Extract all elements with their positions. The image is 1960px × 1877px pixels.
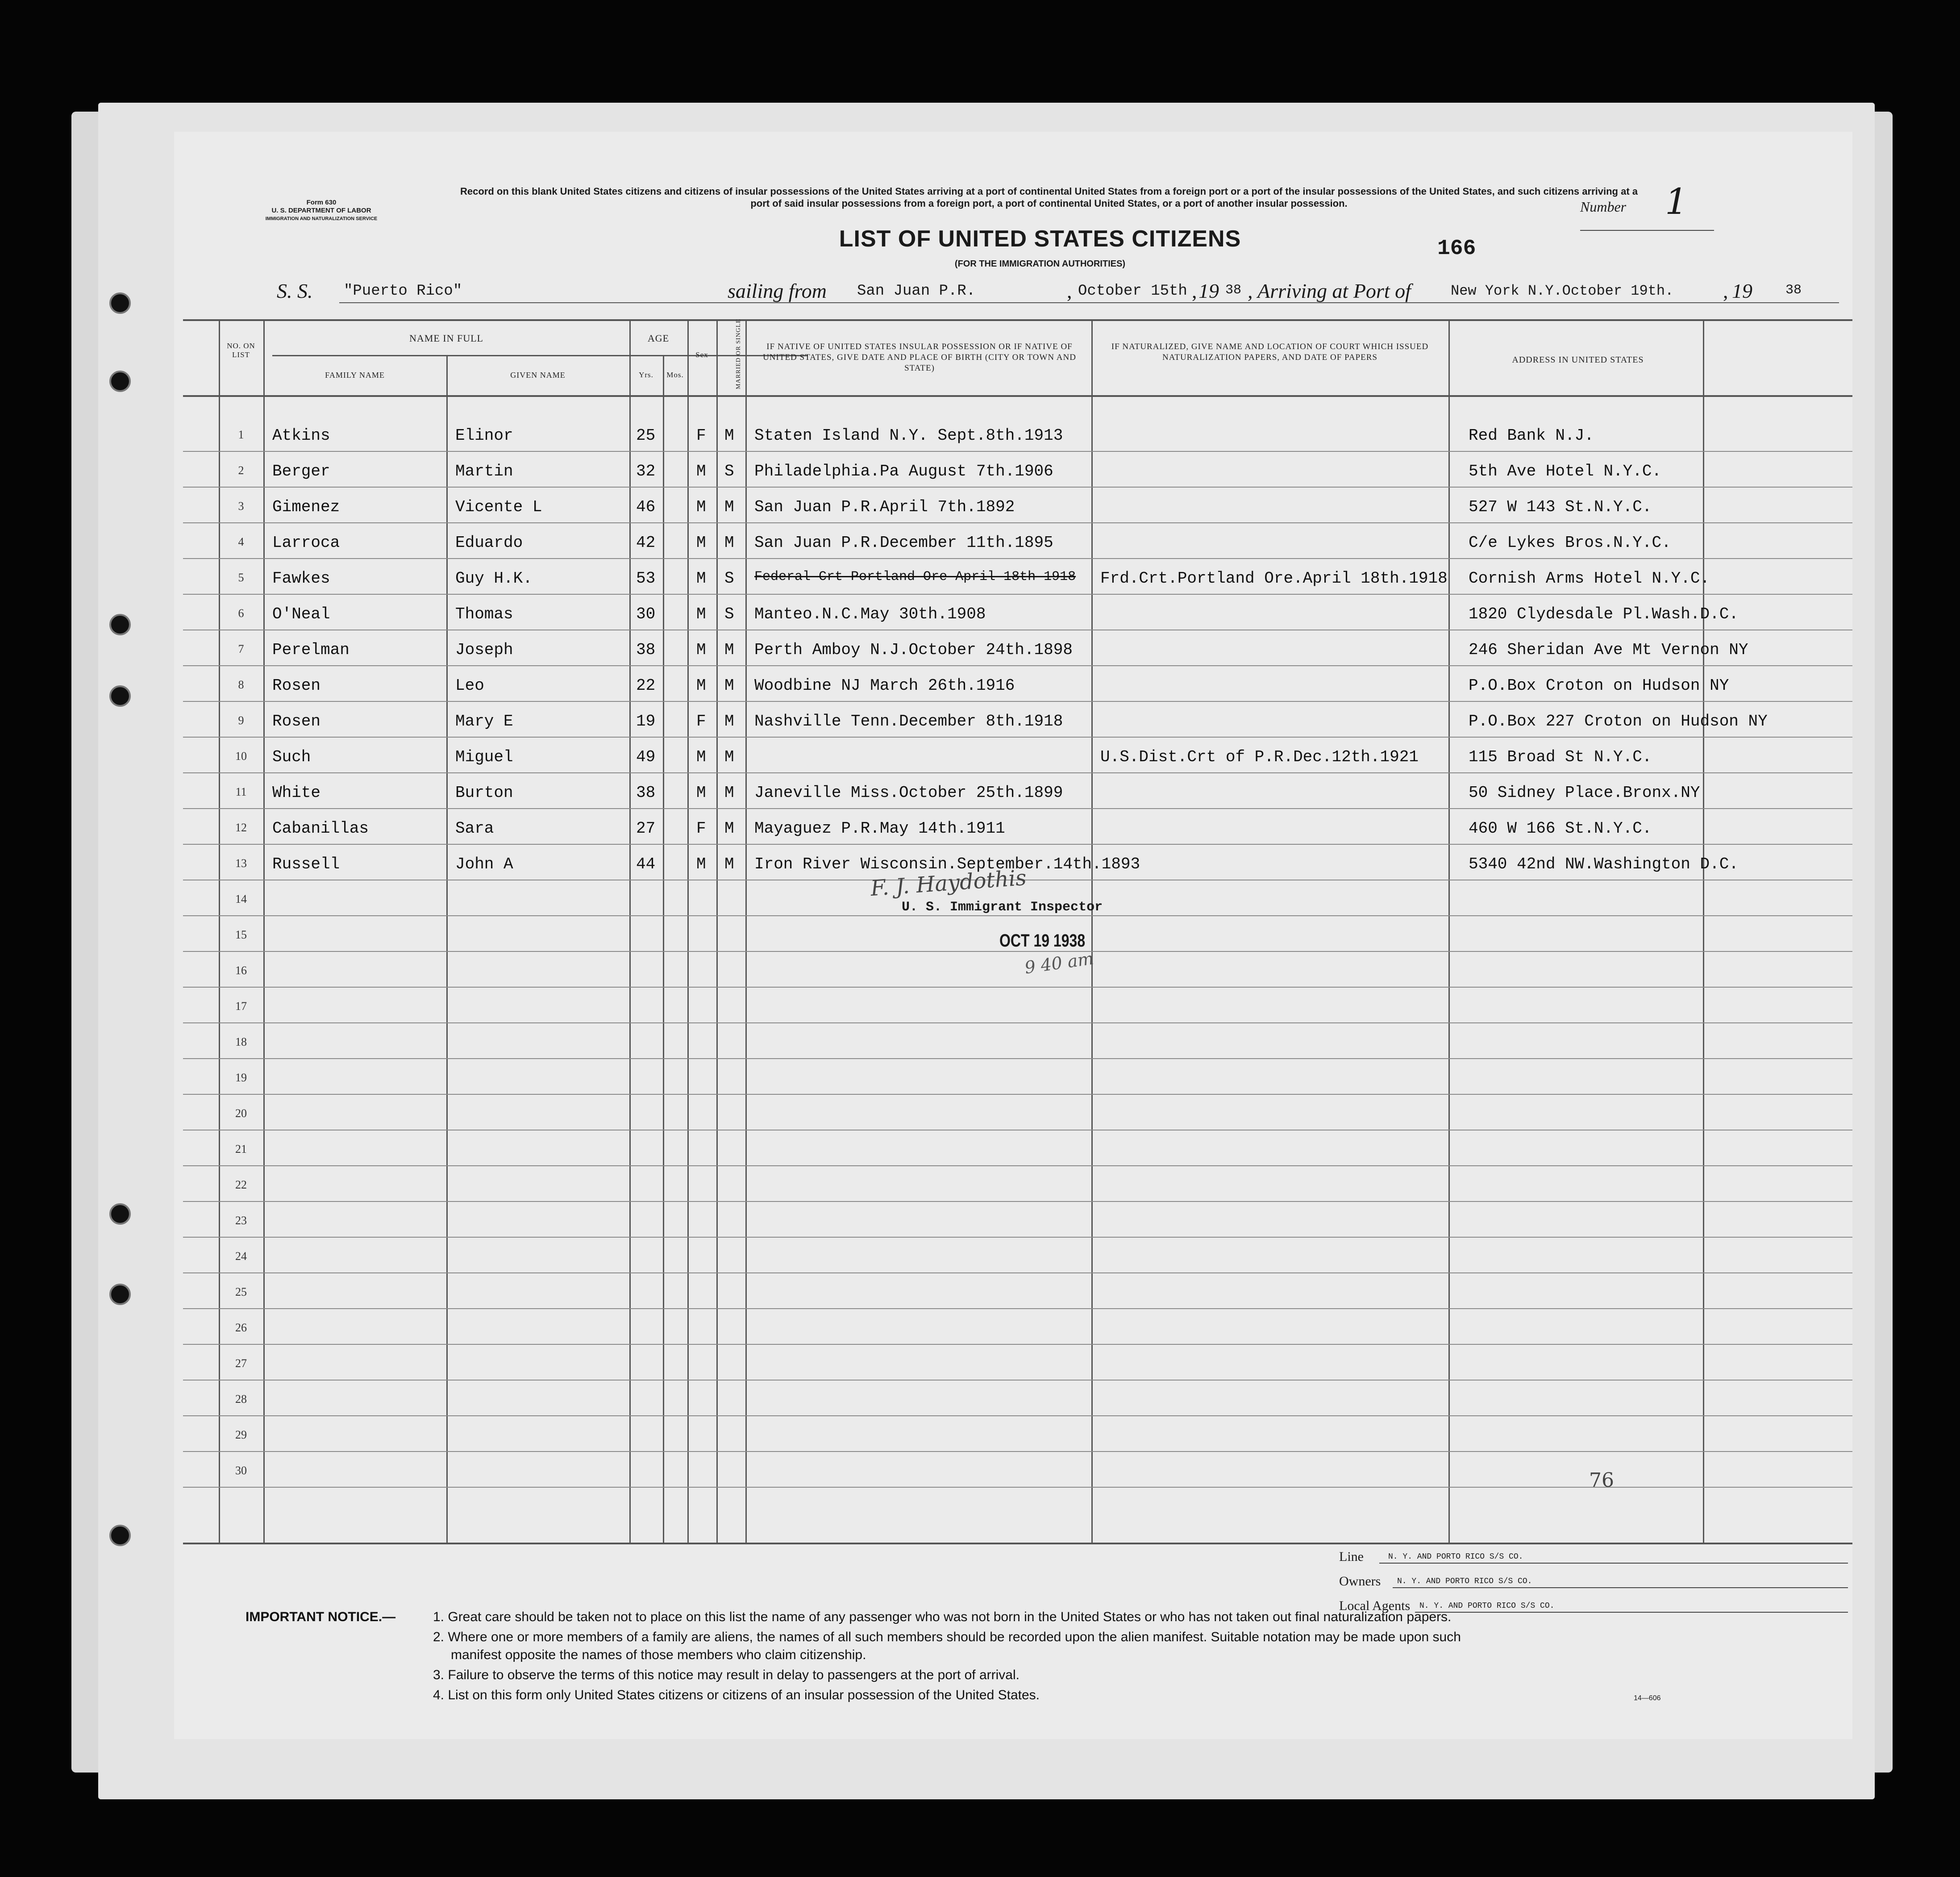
birth-cell: Janeville Miss.October 25th.1899 [754, 784, 1063, 802]
col-family-name: FAMILY NAME [325, 371, 385, 380]
address-cell: 460 W 166 St.N.Y.C. [1469, 819, 1652, 838]
given-name-cell: Martin [455, 462, 513, 480]
row-number: 9 [238, 714, 244, 727]
address-cell: 115 Broad St N.Y.C. [1469, 748, 1652, 766]
marital-cell: M [724, 426, 734, 445]
row-number: 25 [235, 1285, 247, 1298]
birth-cell: Philadelphia.Pa August 7th.1906 [754, 462, 1053, 480]
notice-heading: IMPORTANT NOTICE.— [246, 1610, 396, 1624]
sex-cell: M [696, 569, 706, 588]
sex-cell: F [696, 819, 706, 838]
row-number: 12 [235, 821, 247, 834]
punch-hole [109, 614, 131, 635]
row-number: 22 [235, 1178, 247, 1191]
row-number: 27 [235, 1357, 247, 1370]
number-label: Number [1580, 199, 1627, 215]
col-naturalized: IF NATURALIZED, GIVE NAME AND LOCATION OF COURT WHICH ISSUED NATURALIZATION PAPERS, AND DATE OF PAPERS [1111, 342, 1429, 362]
row-number: 17 [235, 1000, 247, 1013]
address-cell: C/e Lykes Bros.N.Y.C. [1469, 534, 1671, 552]
inspector-signature: F. J. Haydothis [870, 865, 1028, 901]
given-name-cell: Sara [455, 819, 494, 838]
birth-cell: San Juan P.R.April 7th.1892 [754, 498, 1015, 516]
row-number: 6 [238, 607, 244, 620]
notice-3: 3. Failure to observe the terms of this notice may result in delay to passengers at the port of arrival. [433, 1668, 1020, 1682]
age-cell: 22 [636, 676, 656, 695]
marital-cell: M [724, 819, 734, 838]
family-name-cell: Such [272, 748, 311, 766]
address-cell: 5th Ave Hotel N.Y.C. [1469, 462, 1662, 480]
row-number: 19 [235, 1071, 247, 1084]
address-cell: Cornish Arms Hotel N.Y.C. [1469, 569, 1710, 588]
col-given-name: GIVEN NAME [510, 371, 566, 380]
arrival-year: 38 [1785, 283, 1802, 298]
given-name-cell: Leo [455, 676, 484, 695]
punch-hole [109, 292, 131, 314]
sex-cell: M [696, 641, 706, 659]
sex-cell: F [696, 426, 706, 445]
sailing-label: sailing from [728, 279, 827, 302]
family-name-cell: Berger [272, 462, 330, 480]
family-name-cell: Perelman [272, 641, 350, 659]
birth-cell: Perth Amboy N.J.October 24th.1898 [754, 641, 1073, 659]
notice-1: 1. Great care should be taken not to place on this list the name of any passenger who was not born in the United States or who has not taken out final naturalization papers. [433, 1610, 1452, 1624]
age-cell: 25 [636, 426, 656, 445]
row-number: 26 [235, 1321, 247, 1334]
marital-cell: M [724, 534, 734, 552]
row-number: 23 [235, 1214, 247, 1227]
naturalization-cell: U.S.Dist.Crt of P.R.Dec.12th.1921 [1100, 748, 1419, 766]
given-name-cell: Vicente L [455, 498, 542, 516]
age-cell: 38 [636, 641, 656, 659]
manifest-page [174, 132, 1852, 1739]
sex-cell: M [696, 676, 706, 695]
marital-cell: M [724, 676, 734, 695]
row-number: 2 [238, 464, 244, 477]
age-cell: 53 [636, 569, 656, 588]
marital-cell: M [724, 855, 734, 873]
form-subtitle: (FOR THE IMMIGRATION AUTHORITIES) [954, 259, 1126, 269]
given-name-cell: Eduardo [455, 534, 523, 552]
row-number: 24 [235, 1250, 247, 1263]
family-name-cell: Cabanillas [272, 819, 369, 838]
marital-cell: S [724, 605, 734, 623]
marital-cell: M [724, 784, 734, 802]
family-name-cell: Rosen [272, 676, 321, 695]
birth-cell: Nashville Tenn.December 8th.1918 [754, 712, 1063, 730]
family-name-cell: Fawkes [272, 569, 330, 588]
from-port: San Juan P.R. [857, 283, 976, 300]
arriving-label: , Arriving at Port of [1248, 279, 1411, 302]
given-name-cell: Thomas [455, 605, 513, 623]
year-prefix-2: 19 [1732, 279, 1752, 302]
given-name-cell: Guy H.K. [455, 569, 533, 588]
voyage-line: S. S. "Puerto Rico" sailing from San Juan P.R. , October 15th , 19 38 , Arriving at Port of New York N.Y.October 19th. , 19 38 [277, 279, 1839, 306]
address-cell: 1820 Clydesdale Pl.Wash.D.C. [1469, 605, 1739, 623]
col-age: AGE [647, 333, 670, 344]
age-cell: 38 [636, 784, 656, 802]
sail-year: 38 [1225, 283, 1242, 298]
col-mos: Mos. [666, 371, 684, 379]
birth-cell: Iron River Wisconsin.September.14th.1893 [754, 855, 1140, 873]
punch-hole [109, 1525, 131, 1546]
family-name-cell: Larroca [272, 534, 340, 552]
row-number: 3 [238, 500, 244, 513]
notice-4: 4. List on this form only United States citizens or citizens of an insular possession of the United States. [433, 1688, 1040, 1702]
agents-value: N. Y. AND PORTO RICO S/S CO. [1419, 1602, 1555, 1610]
number-value: 1 [1665, 181, 1688, 222]
col-no-on-list: NO. ON LIST [227, 342, 255, 359]
age-cell: 32 [636, 462, 656, 480]
punch-hole [109, 1203, 131, 1225]
address-cell: 5340 42nd NW.Washington D.C. [1469, 855, 1739, 873]
address-cell: 246 Sheridan Ave Mt Vernon NY [1469, 641, 1748, 659]
given-name-cell: Mary E [455, 712, 513, 730]
birth-cell: Mayaguez P.R.May 14th.1911 [754, 819, 1005, 838]
notice-2a: 2. Where one or more members of a family are aliens, the names of all such members should be recorded upon the alien manifest. Suitable notation may be made upon such [433, 1630, 1461, 1644]
family-name-cell: Rosen [272, 712, 321, 730]
age-cell: 49 [636, 748, 656, 766]
birth-cell: San Juan P.R.December 11th.1895 [754, 534, 1053, 552]
age-cell: 30 [636, 605, 656, 623]
line-value: N. Y. AND PORTO RICO S/S CO. [1388, 1552, 1523, 1561]
address-cell: Red Bank N.J. [1469, 426, 1594, 445]
row-number: 18 [235, 1035, 247, 1048]
sex-cell: M [696, 748, 706, 766]
age-cell: 19 [636, 712, 656, 730]
address-cell: 527 W 143 St.N.Y.C. [1469, 498, 1652, 516]
ship-name: "Puerto Rico" [344, 283, 462, 300]
family-name-cell: Atkins [272, 426, 330, 445]
given-name-cell: John A [455, 855, 513, 873]
naturalization-cell: Frd.Crt.Portland Ore.April 18th.1918 [1100, 569, 1448, 588]
row-number: 11 [235, 785, 247, 798]
time-note: 9 40 am [1023, 948, 1095, 978]
given-name-cell: Elinor [455, 426, 513, 445]
given-name-cell: Joseph [455, 641, 513, 659]
arrival-port-date: New York N.Y.October 19th. [1451, 283, 1674, 299]
row-number: 1 [238, 428, 244, 441]
punch-hole [109, 1284, 131, 1305]
birth-cell: Federal Crt Portland Ore April 18th 1918 [754, 569, 1076, 584]
family-name-cell: White [272, 784, 321, 802]
row-number: 20 [235, 1107, 247, 1120]
address-cell: P.O.Box Croton on Hudson NY [1469, 676, 1729, 695]
age-cell: 44 [636, 855, 656, 873]
family-name-cell: Russell [272, 855, 340, 873]
form-title: LIST OF UNITED STATES CITIZENS [839, 226, 1241, 252]
row-number: 7 [238, 642, 244, 655]
owners-value: N. Y. AND PORTO RICO S/S CO. [1397, 1577, 1532, 1586]
row-number: 10 [235, 750, 247, 763]
ss-label: S. S. [277, 279, 313, 302]
given-name-cell: Burton [455, 784, 513, 802]
page-total: 76 [1589, 1469, 1614, 1492]
row-number: 15 [235, 928, 247, 941]
row-number: 30 [235, 1464, 247, 1477]
owners-label: Owners [1339, 1574, 1381, 1589]
marital-cell: M [724, 748, 734, 766]
row-number: 13 [235, 857, 247, 870]
col-birth: IF NATIVE OF UNITED STATES INSULAR POSSESSION OR IF NATIVE OF UNITED STATES, GIVE DATE AND PLACE OF BIRTH (CITY OR TOWN AND STATE) [763, 342, 1076, 373]
row-number: 28 [235, 1393, 247, 1406]
address-cell: P.O.Box 227 Croton on Hudson NY [1469, 712, 1768, 730]
row-number: 14 [235, 893, 247, 905]
col-married-single: MARRIED OR SINGLE [735, 319, 742, 389]
marital-cell: M [724, 498, 734, 516]
row-number: 4 [238, 535, 244, 548]
row-number: 21 [235, 1143, 247, 1155]
col-sex: Sex [695, 350, 708, 359]
birth-cell: Staten Island N.Y. Sept.8th.1913 [754, 426, 1063, 445]
sex-cell: F [696, 712, 706, 730]
form-instructions: Record on this blank United States citizens and citizens of insular possessions of the United States arriving at a port of continental United States from a foreign port or a port of the insular possessions of the United States, and such citizens arriving at a port of said insular possessions from a foreign port, a port of continental United States, or a port of another insular possession. [460, 186, 1638, 209]
col-name-in-full: NAME IN FULL [409, 333, 483, 344]
punch-hole [109, 685, 131, 707]
form-number: Form 630 U. S. DEPARTMENT OF LABOR IMMIGRATION AND NATURALIZATION SERVICE [265, 199, 378, 221]
age-cell: 46 [636, 498, 656, 516]
sex-cell: M [696, 605, 706, 623]
row-number: 16 [235, 964, 247, 977]
form-code: 14—606 [1634, 1694, 1661, 1702]
date-stamp: OCT 19 1938 [999, 931, 1086, 951]
marital-cell: M [724, 641, 734, 659]
birth-cell: Woodbine NJ March 26th.1916 [754, 676, 1015, 695]
row-number: 8 [238, 678, 244, 691]
marital-cell: S [724, 569, 734, 588]
age-cell: 27 [636, 819, 656, 838]
address-cell: 50 Sidney Place.Bronx.NY [1469, 784, 1700, 802]
row-number: 29 [235, 1428, 247, 1441]
marital-cell: M [724, 712, 734, 730]
line-label: Line [1339, 1549, 1364, 1564]
birth-cell: Manteo.N.C.May 30th.1908 [754, 605, 986, 623]
sail-date: October 15th [1078, 283, 1187, 300]
sex-cell: M [696, 855, 706, 873]
notice-2b: manifest opposite the names of those members who claim citizenship. [451, 1648, 866, 1662]
family-name-cell: O'Neal [272, 605, 330, 623]
marital-cell: S [724, 462, 734, 480]
row-number: 5 [238, 571, 244, 584]
sex-cell: M [696, 462, 706, 480]
col-yrs: Yrs. [639, 371, 653, 379]
family-name-cell: Gimenez [272, 498, 340, 516]
given-name-cell: Miguel [455, 748, 513, 766]
punch-hole [109, 371, 131, 392]
sex-cell: M [696, 534, 706, 552]
sex-cell: M [696, 784, 706, 802]
page-stamp: 166 [1437, 237, 1476, 261]
age-cell: 42 [636, 534, 656, 552]
col-address: ADDRESS IN UNITED STATES [1512, 355, 1644, 365]
agents-label: Local Agents [1339, 1598, 1411, 1613]
inspector-title: U. S. Immigrant Inspector [902, 900, 1103, 915]
sex-cell: M [696, 498, 706, 516]
year-prefix: 19 [1198, 279, 1219, 302]
